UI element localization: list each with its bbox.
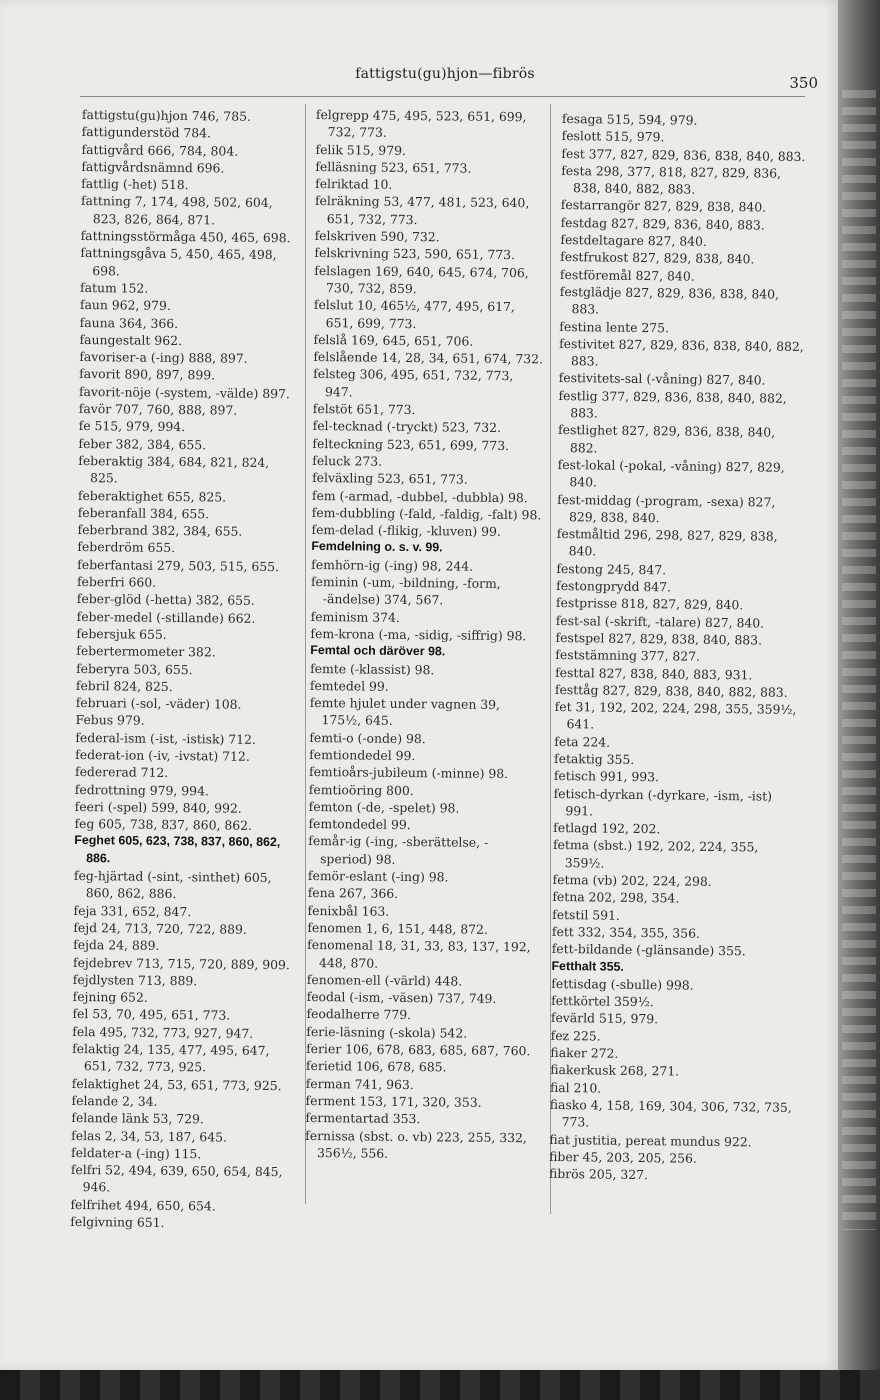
index-entry: fem-delad (-flikig, -kluven) 99. xyxy=(311,522,501,540)
index-entry: festarrangör 827, 829, 838, 840. xyxy=(560,197,767,215)
index-entry: fetisch-dyrkan (-dyrkare, -ism, -ist) 991. xyxy=(553,785,773,819)
index-entry: feber 382, 384, 655. xyxy=(78,435,207,452)
index-entry: felfrihet 494, 650, 654. xyxy=(70,1196,216,1214)
index-entry: fest-sal (-skrift, -talare) 827, 840. xyxy=(555,612,765,631)
index-entry: ferment 153, 171, 320, 353. xyxy=(305,1092,482,1110)
index-entry: feluck 273. xyxy=(312,452,383,469)
index-entry: festprisse 818, 827, 829, 840. xyxy=(555,595,744,613)
index-entry: fetaktig 355. xyxy=(553,750,635,767)
index-entry: festdag 827, 829, 836, 840, 883. xyxy=(560,214,765,233)
index-entry: felik 515, 979. xyxy=(315,141,407,158)
index-entry: fernissa (sbst. o. vb) 223, 255, 332, 356½, 556. xyxy=(305,1127,527,1161)
index-entry: fenixbål 163. xyxy=(307,902,390,919)
index-entry: fiber 45, 203, 205, 256. xyxy=(549,1148,697,1166)
scanner-bed xyxy=(0,1370,880,1400)
index-entry: fatum 152. xyxy=(80,279,149,296)
index-entry: feberaktighet 655, 825. xyxy=(77,487,227,505)
index-entry: fibrös 205, 327. xyxy=(548,1166,649,1183)
index-entry: fe 515, 979, 994. xyxy=(78,418,186,435)
index-entry: felaktig 24, 135, 477, 495, 647, 651, 732, 773, 925. xyxy=(72,1040,270,1075)
index-entry: fel-tecknad (-tryckt) 523, 732. xyxy=(312,418,502,436)
index-entry: feberaktig 384, 684, 821, 824, 825. xyxy=(78,452,270,486)
index-entry: Fetthalt 355. xyxy=(551,958,624,974)
index-entry: ferier 106, 678, 683, 685, 687, 760. xyxy=(306,1040,531,1059)
index-entry: femte (-klassist) 98. xyxy=(310,660,435,677)
index-entry: femtioårs-jubileum (-minne) 98. xyxy=(308,764,509,782)
header-rule xyxy=(80,96,805,97)
index-entry: felläsning 523, 651, 773. xyxy=(315,158,472,176)
index-entry: feg 605, 738, 837, 860, 862. xyxy=(74,816,253,833)
index-entry: fevärld 515, 979. xyxy=(550,1010,659,1027)
index-entry: fesaga 515, 594, 979. xyxy=(561,110,698,128)
index-entry: feta 224. xyxy=(554,733,611,750)
index-entry: fermentartad 353. xyxy=(305,1110,421,1127)
index-entry: festlig 377, 829, 836, 838, 840, 882, 883. xyxy=(558,387,787,421)
index-entry: felslående 14, 28, 34, 651, 674, 732. xyxy=(313,349,544,367)
index-entry: fest-lokal (-pokal, -våning) 827, 829, 840. xyxy=(557,456,785,490)
index-entry: fattigunderstöd 784. xyxy=(81,124,212,141)
index-entry: femtedel 99. xyxy=(309,677,389,694)
index-entry: fattigstu(gu)hjon 746, 785. xyxy=(81,106,252,124)
index-entry: favorit-nöje (-system, -välde) 897. xyxy=(78,383,290,401)
index-entry: feja 331, 652, 847. xyxy=(73,902,192,919)
index-entry: favorit 890, 897, 899. xyxy=(79,366,216,383)
index-entry: fiat justitia, pereat mundus 922. xyxy=(549,1131,752,1149)
index-entry: faun 962, 979. xyxy=(79,297,171,314)
index-entry: feberfri 660. xyxy=(76,573,157,590)
index-column-2 xyxy=(305,106,546,1163)
index-entry: felräkning 53, 477, 481, 523, 640, 651, 732, 773. xyxy=(314,193,530,227)
index-entry: felgrepp 475, 495, 523, 651, 699, 732, 773. xyxy=(315,106,527,141)
index-entry: feststämning 377, 827. xyxy=(555,647,701,664)
index-entry: fett 332, 354, 355, 356. xyxy=(551,923,701,941)
index-entry: feberdröm 655. xyxy=(77,539,176,556)
index-entry: festtåg 827, 829, 838, 840, 882, 883. xyxy=(554,681,788,700)
index-entry: femör-eslant (-ing) 98. xyxy=(307,868,449,885)
index-entry: fettisdag (-sbulle) 998. xyxy=(551,975,694,993)
index-entry: fauna 364, 366. xyxy=(79,314,179,331)
index-entry: fem (-armad, -dubbel, -dubbla) 98. xyxy=(311,487,528,505)
index-entry: felskrivning 523, 590, 651, 773. xyxy=(314,245,516,263)
index-entry: felslagen 169, 640, 645, 674, 706, 730, 732, 859. xyxy=(314,262,529,297)
index-entry: favoriser-a (-ing) 888, 897. xyxy=(79,349,248,366)
index-entry: fiasko 4, 158, 169, 304, 306, 732, 735, 773. xyxy=(549,1096,792,1130)
index-column-3 xyxy=(549,110,807,1185)
index-entry: fattning 7, 174, 498, 502, 604, 823, 826, 864, 871. xyxy=(80,193,273,228)
index-entry: festtal 827, 838, 840, 883, 931. xyxy=(555,664,753,682)
index-entry: fiaker 272. xyxy=(550,1044,619,1061)
index-entry: feodalherre 779. xyxy=(306,1006,412,1023)
index-entry: fetlagd 192, 202. xyxy=(553,820,661,837)
index-entry: fem-dubbling (-fald, -faldig, -falt) 98. xyxy=(311,504,542,523)
index-entry: fial 210. xyxy=(549,1079,602,1096)
index-entry: fetstil 591. xyxy=(552,906,620,923)
index-entry: fel 53, 70, 495, 651, 773. xyxy=(72,1006,231,1024)
index-entry: fetma (vb) 202, 224, 298. xyxy=(552,872,712,889)
index-entry: fez 225. xyxy=(550,1027,601,1044)
index-entry: festspel 827, 829, 838, 840, 883. xyxy=(555,629,763,648)
index-entry: febersjuk 655. xyxy=(76,625,167,642)
index-entry: fattningsgåva 5, 450, 465, 498, 698. xyxy=(80,245,277,279)
index-entry: fetisch 991, 993. xyxy=(553,768,660,785)
index-entry: felande 2, 34. xyxy=(71,1092,158,1109)
index-entry: feminin (-um, -bildning, -form, -ändelse) 374, 567. xyxy=(310,573,501,608)
index-entry: fena 267, 366. xyxy=(307,885,399,902)
index-entry: feberbrand 382, 384, 655. xyxy=(77,522,243,539)
index-entry: feg-hjärtad (-sint, -sinthet) 605, 860, 862, 886. xyxy=(73,868,272,902)
index-entry: fem-krona (-ma, -sidig, -siffrig) 98. xyxy=(310,625,527,644)
index-entry: feberanfall 384, 655. xyxy=(77,504,210,522)
index-entry: felslut 10, 465½, 477, 495, 617, 651, 699, 773. xyxy=(313,297,515,331)
running-header: fattigstu(gu)hjon—fibrös xyxy=(355,66,535,82)
index-entry: febertermometer 382. xyxy=(76,643,216,660)
index-entry: festfrukost 827, 829, 838, 840. xyxy=(560,249,755,267)
index-entry: Femdelning o. s. v. 99. xyxy=(311,539,443,555)
index-entry: favör 707, 760, 888, 897. xyxy=(78,401,238,418)
index-entry: femtioöring 800. xyxy=(308,781,414,798)
index-entry: festlighet 827, 829, 836, 838, 840, 882. xyxy=(558,422,776,456)
index-entry: Febus 979. xyxy=(75,712,145,729)
index-entry: fett-bildande (-glänsande) 355. xyxy=(551,941,746,959)
index-entry: feminism 374. xyxy=(310,608,400,625)
index-entry: femtiondedel 99. xyxy=(309,746,416,764)
index-entry: ferie-läsning (-skola) 542. xyxy=(306,1023,468,1041)
index-entry: felaktighet 24, 53, 651, 773, 925. xyxy=(71,1075,282,1093)
index-entry: fattigvård 666, 784, 804. xyxy=(81,141,239,159)
index-entry: felande länk 53, 729. xyxy=(71,1110,204,1127)
index-entry: felas 2, 34, 53, 187, 645. xyxy=(71,1127,228,1145)
index-entry: febril 824, 825. xyxy=(75,677,173,694)
index-entry: federat-ion (-iv, -ivstat) 712. xyxy=(75,746,250,764)
index-entry: ferman 741, 963. xyxy=(305,1075,414,1092)
index-entry: festivitet 827, 829, 836, 838, 840, 882, 883. xyxy=(559,335,804,369)
index-entry: Femtal och däröver 98. xyxy=(310,643,446,659)
page-number: 350 xyxy=(789,74,818,92)
index-entry: fejda 24, 889. xyxy=(73,937,160,954)
index-entry: femår-ig (-ing, -sberättelse, -speriod) 98. xyxy=(308,833,489,867)
index-entry: feslott 515, 979. xyxy=(561,128,665,145)
index-entry: fetma (sbst.) 192, 202, 224, 355, 359½. xyxy=(552,837,759,871)
index-entry: festföremål 827, 840. xyxy=(559,266,695,284)
index-entry: fetna 202, 298, 354. xyxy=(552,889,680,906)
index-entry: felväxling 523, 651, 773. xyxy=(312,470,468,487)
index-entry: femtondedel 99. xyxy=(308,816,411,833)
index-entry: femti-o (-onde) 98. xyxy=(309,729,426,746)
index-entry: fattningsstörmåga 450, 465, 698. xyxy=(80,228,291,246)
index-entry: femton (-de, -spelet) 98. xyxy=(308,798,460,816)
index-column-1 xyxy=(70,106,302,1233)
index-entry: fejning 652. xyxy=(72,989,148,1005)
index-entry: felfri 52, 494, 639, 650, 654, 845, 946. xyxy=(70,1162,283,1195)
index-entry: feberyra 503, 655. xyxy=(76,660,193,677)
index-entry: felteckning 523, 651, 699, 773. xyxy=(312,435,510,453)
index-entry: femte hjulet under vagnen 39, 175½, 645. xyxy=(309,695,501,729)
index-entry: festong 245, 847. xyxy=(556,560,667,578)
index-entry: fejdlysten 713, 889. xyxy=(72,971,198,989)
index-entry: festongprydd 847. xyxy=(556,577,672,595)
index-entry: festivitets-sal (-våning) 827, 840. xyxy=(558,370,766,388)
index-entry: fenomen-ell (-värld) 448. xyxy=(306,971,463,989)
index-entry: festa 298, 377, 818, 827, 829, 836, 838, 840, 882, 883. xyxy=(561,162,782,197)
index-entry: feeri (-spel) 599, 840, 992. xyxy=(74,798,242,816)
index-entry: fattlig (-het) 518. xyxy=(81,176,189,193)
index-entry: feodal (-ism, -väsen) 737, 749. xyxy=(306,989,497,1007)
index-entry: fenomenal 18, 31, 33, 83, 137, 192, 448, 870. xyxy=(307,937,531,971)
index-entry: felsteg 306, 495, 651, 732, 773, 947. xyxy=(313,366,514,400)
index-entry: fest 377, 827, 829, 836, 838, 840, 883. xyxy=(561,145,806,164)
index-entry: feber-medel (-stillande) 662. xyxy=(76,608,256,626)
index-entry: fejdebrev 713, 715, 720, 889, 909. xyxy=(72,954,290,972)
index-entry: fettkörtel 359½. xyxy=(551,993,654,1010)
index-entry: fiakerkusk 268, 271. xyxy=(550,1062,680,1079)
index-entry: fenomen 1, 6, 151, 448, 872. xyxy=(307,919,488,937)
index-entry: faungestalt 962. xyxy=(79,331,183,348)
index-entry: felslå 169, 645, 651, 706. xyxy=(313,331,474,349)
adjacent-page-edge xyxy=(838,0,880,1400)
index-entry: festdeltagare 827, 840. xyxy=(560,232,707,249)
index-entry: felskriven 590, 732. xyxy=(314,228,440,245)
index-entry: feldater-a (-ing) 115. xyxy=(70,1144,202,1162)
index-entry: festmåltid 296, 298, 827, 829, 838, 840. xyxy=(556,526,778,559)
index-entry: felgivning 651. xyxy=(70,1213,165,1230)
index-entry: festglädje 827, 829, 836, 838, 840, 883. xyxy=(559,283,780,317)
index-entry: felstöt 651, 773. xyxy=(312,401,416,418)
index-entry: federerad 712. xyxy=(74,764,169,781)
index-entry: Feghet 605, 623, 738, 837, 860, 862, 886. xyxy=(74,833,281,866)
index-entry: feberfantasi 279, 503, 515, 655. xyxy=(77,556,280,574)
index-entry: festina lente 275. xyxy=(559,318,670,335)
index-entry: ferietid 106, 678, 685. xyxy=(305,1058,447,1075)
index-entry: fedrottning 979, 994. xyxy=(74,781,210,798)
index-entry: fela 495, 732, 773, 927, 947. xyxy=(72,1023,254,1041)
index-entry: fattigvårdsnämnd 696. xyxy=(81,158,225,176)
index-entry: februari (-sol, -väder) 108. xyxy=(75,695,242,712)
index-entry: fejd 24, 713, 720, 722, 889. xyxy=(73,919,247,937)
index-entry: feber-glöd (-hetta) 382, 655. xyxy=(76,591,256,609)
index-entry: fest-middag (-program, -sexa) 827, 829, 838, 840. xyxy=(557,491,776,526)
index-entry: felriktad 10. xyxy=(315,176,393,192)
index-entry: fet 31, 192, 202, 224, 298, 355, 359½, 641. xyxy=(554,699,797,732)
index-entry: federal-ism (-ist, -istisk) 712. xyxy=(75,729,256,747)
index-entry: femhörn-ig (-ing) 98, 244. xyxy=(311,556,474,574)
